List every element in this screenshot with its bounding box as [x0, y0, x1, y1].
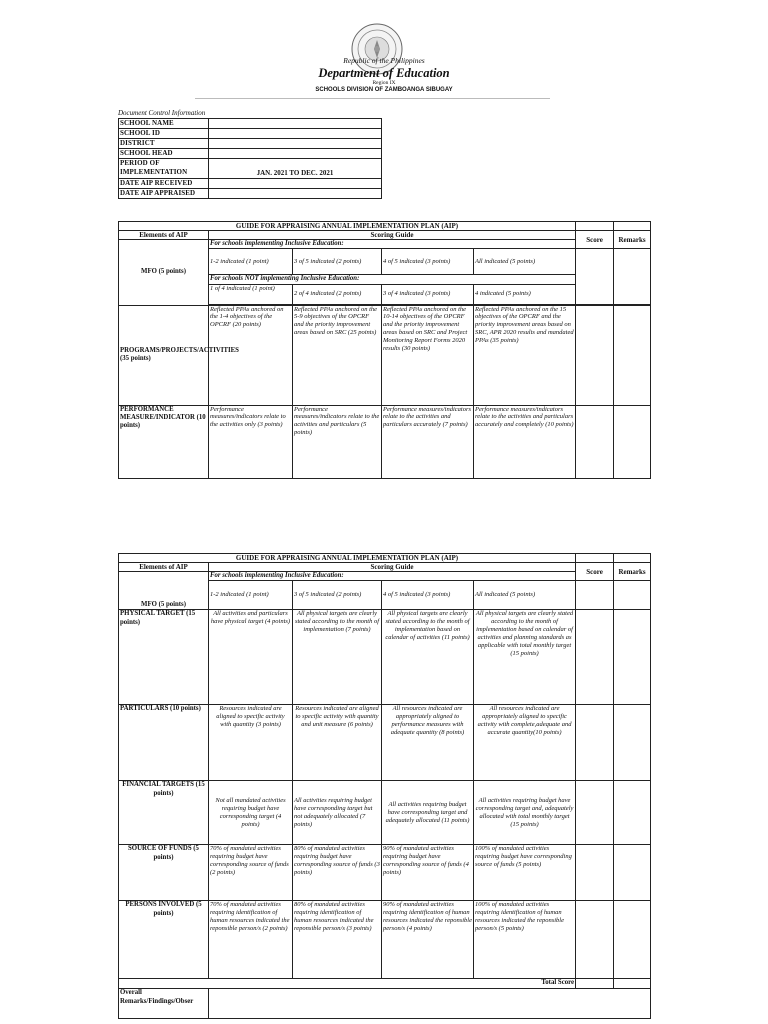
score-input[interactable]	[576, 405, 614, 478]
dci-value[interactable]: JAN. 2021 TO DEC. 2021	[209, 159, 382, 179]
table-row	[119, 149, 382, 159]
col-score: Score	[576, 231, 614, 249]
col-remarks: Remarks	[614, 231, 651, 249]
score-input[interactable]	[576, 781, 614, 845]
score-cell: Performance measures/indicators relate to the activities and particulars accurately and completely (10 points)	[474, 405, 576, 478]
score-cell: Not all mandated activities requiring budget have corresponding target (4 points)	[209, 781, 293, 845]
col-scoring: Scoring Guide	[209, 563, 576, 572]
dci-label: SCHOOL ID	[119, 129, 209, 139]
score-cell: All resources indicated are appropriately aligned to performance measures with adequate quantity (8 points)	[382, 705, 474, 781]
col-elements: Elements of AIP	[119, 231, 209, 240]
remarks-input[interactable]	[614, 901, 651, 979]
dci-label: SCHOOL HEAD	[119, 149, 209, 159]
score-cell: 2 of 4 indicated (2 points)	[293, 284, 382, 304]
remarks-input[interactable]	[614, 610, 651, 705]
score-cell: All activities requiring budget have corresponding target and adequately allocated (11 points)	[382, 781, 474, 845]
note-inclusive: For schools implementing Inclusive Education:	[209, 572, 576, 581]
score-cell: 1-2 indicated (1 point)	[209, 581, 293, 610]
score-cell: 90% of mandated activities requiring budget have corresponding source of funds (4 points)	[382, 845, 474, 901]
header-region: Region IX	[372, 80, 396, 86]
score-cell: 80% of mandated activities requiring identification of human resources indicated the reponsible person/s (3 points)	[293, 901, 382, 979]
dci-label: PERIOD OF IMPLEMENTATION	[119, 159, 209, 179]
table-row	[119, 159, 382, 179]
guide-title: GUIDE FOR APPRAISING ANNUAL IMPLEMENTATION PLAN (AIP)	[119, 222, 576, 231]
score-cell: 100% of mandated activities requiring budget have corresponding source of funds (5 points)	[474, 845, 576, 901]
table-row	[119, 119, 382, 129]
score-cell: 3 of 5 indicated (2 points)	[293, 249, 382, 275]
score-cell: Reflected PPAs anchored on the 10-14 objectives of the OPCRF and the priority improvement areas based on SRC and Project Monitoring Report Forms 2020 results (30 points)	[382, 305, 474, 405]
score-cell: 1 of 4 indicated (1 point)	[209, 284, 293, 304]
score-cell: Reflected PPAs anchored on the 5-9 objectives of the OPCRF and the priority improvement areas based on SRC (25 points)	[293, 305, 382, 405]
score-input[interactable]	[576, 610, 614, 705]
dci-value[interactable]	[209, 119, 382, 129]
score-input[interactable]	[576, 845, 614, 901]
col-scoring: Scoring Guide	[209, 231, 576, 240]
score-input[interactable]	[576, 305, 614, 405]
document-control-title: Document Control Information	[118, 109, 206, 117]
score-cell: Reflected PPAs anchored on the 1-4 objectives of the OPCRF (20 points)	[209, 305, 293, 405]
remarks-input[interactable]	[614, 249, 651, 304]
col-score: Score	[576, 563, 614, 581]
score-cell: Performance measures/indicators relate to the activities and particulars accurately (7 points)	[382, 405, 474, 478]
element-performance: PERFORMANCE MEASURE/INDICATOR (10 points)	[119, 405, 209, 478]
score-cell: All resources indicated are appropriately aligned to specific activity with complete,adequate and accurate quantity(10 points)	[474, 705, 576, 781]
overall-remarks-input[interactable]	[209, 989, 651, 1019]
element-programs: PROGRAMS/PROJECTS/ACTIVITIES (35 points)	[119, 305, 209, 405]
dci-value[interactable]	[209, 129, 382, 139]
score-input[interactable]	[576, 581, 614, 610]
score-cell: Resources indicated are aligned to specific activity with quantity (3 points)	[209, 705, 293, 781]
table-row	[119, 139, 382, 149]
dci-label: SCHOOL NAME	[119, 119, 209, 129]
score-cell: 4 of 5 indicated (3 points)	[382, 249, 474, 275]
total-score-label: Total Score	[119, 979, 576, 989]
score-cell: Performance measures/indicators relate to the activities only (3 points)	[209, 405, 293, 478]
element-persons-involved: PERSONS INVOLVED (5 points)	[119, 901, 209, 979]
element-financial-targets: FINANCIAL TARGETS (15 points)	[119, 781, 209, 845]
total-score-input[interactable]	[576, 979, 614, 989]
header-division: SCHOOLS DIVISION OF ZAMBOANGA SIBUGAY	[315, 87, 453, 93]
score-input[interactable]	[576, 901, 614, 979]
element-mfo: MFO (5 points)	[119, 572, 209, 610]
guide-title: GUIDE FOR APPRAISING ANNUAL IMPLEMENTATION PLAN (AIP)	[119, 554, 576, 563]
remarks-input[interactable]	[614, 845, 651, 901]
score-cell: All indicated (5 points)	[474, 581, 576, 610]
score-cell: Reflected PPAs anchored on the 15 objectives of the OPCRF and the priority improvement areas based on SRC, APR 2020 results and mandated PPAs (35 points)	[474, 305, 576, 405]
score-cell: Performance measures/indicators relate to the activities and particulars (5 points)	[293, 405, 382, 478]
score-cell: 4 indicated (5 points)	[474, 284, 576, 304]
dci-value[interactable]	[209, 149, 382, 159]
dci-label: DISTRICT	[119, 139, 209, 149]
element-particulars: PARTICULARS (10 points)	[119, 705, 209, 781]
remarks-input[interactable]	[614, 705, 651, 781]
element-source-of-funds: SOURCE OF FUNDS (5 points)	[119, 845, 209, 901]
score-input[interactable]	[576, 249, 614, 304]
score-cell: 3 of 5 indicated (2 points)	[293, 581, 382, 610]
score-cell: 80% of mandated activities requiring budget have corresponding source of funds (3 points)	[293, 845, 382, 901]
score-cell: All activities and particulars have physical target (4 points)	[209, 610, 293, 705]
dci-label: DATE AIP APPRAISED	[119, 189, 209, 199]
header-divider	[195, 98, 550, 99]
remarks-input[interactable]	[614, 581, 651, 610]
dci-value[interactable]	[209, 189, 382, 199]
score-cell: All physical targets are clearly stated according to the month of implementation (7 points)	[293, 610, 382, 705]
dci-value[interactable]	[209, 139, 382, 149]
remarks-input[interactable]	[614, 405, 651, 478]
header-republic: Republic of the Philippines	[343, 56, 425, 65]
score-cell: 70% of mandated activities requiring budget have corresponding source of funds (2 points)	[209, 845, 293, 901]
document-control-table	[118, 118, 382, 199]
table-row	[119, 129, 382, 139]
score-cell: All indicated (5 points)	[474, 249, 576, 275]
table-row	[119, 179, 382, 189]
score-input[interactable]	[576, 705, 614, 781]
remarks-input[interactable]	[614, 781, 651, 845]
score-cell: All physical targets are clearly stated according to the month of implementation based on calendar of activities (11 points)	[382, 610, 474, 705]
score-cell: All physical targets are clearly stated according to the month of implementation based on calendar of activities and planning standards as applicable with total monthly target (15 points)	[474, 610, 576, 705]
score-cell: All activities requiring budget have corresponding target but not adequately allocated (7 points)	[293, 781, 382, 845]
aip-guide-table-1	[118, 221, 651, 479]
col-elements: Elements of AIP	[119, 563, 209, 572]
col-remarks: Remarks	[614, 563, 651, 581]
score-cell: 100% of mandated activities requiring identification of human resources indicated the reponsible person/s (5 points)	[474, 901, 576, 979]
aip-guide-table-2	[118, 553, 651, 1019]
dci-value[interactable]	[209, 179, 382, 189]
score-cell: 3 of 4 indicated (3 points)	[382, 284, 474, 304]
overall-remarks-label: Overall Remarks/Findings/Obser	[119, 989, 209, 1019]
header-department: Department of Education	[318, 66, 450, 80]
remarks-input[interactable]	[614, 305, 651, 405]
score-cell: Resources indicated are aligned to specific activity with quantity and unit measure (6 points)	[293, 705, 382, 781]
element-mfo: MFO (5 points)	[119, 240, 209, 306]
score-cell: 90% of mandated activities requiring identification of human resources indicated the reponsible person/s (4 points)	[382, 901, 474, 979]
note-not-inclusive: For schools NOT implementing Inclusive Education:	[209, 275, 576, 284]
score-cell: 70% of mandated activities requiring identification of human resources indicated the reponsible person/s (2 points)	[209, 901, 293, 979]
element-physical-target: PHYSICAL TARGET (15 points)	[119, 610, 209, 705]
score-cell: 1-2 indicated (1 point)	[209, 249, 293, 275]
note-inclusive: For schools implementing Inclusive Education:	[209, 240, 576, 249]
dci-label: DATE AIP RECEIVED	[119, 179, 209, 189]
score-cell: All activities requiring budget have corresponding target and, adequately allocated with total monthly target (15 points)	[474, 781, 576, 845]
table-row	[119, 189, 382, 199]
score-cell: 4 of 5 indicated (3 points)	[382, 581, 474, 610]
